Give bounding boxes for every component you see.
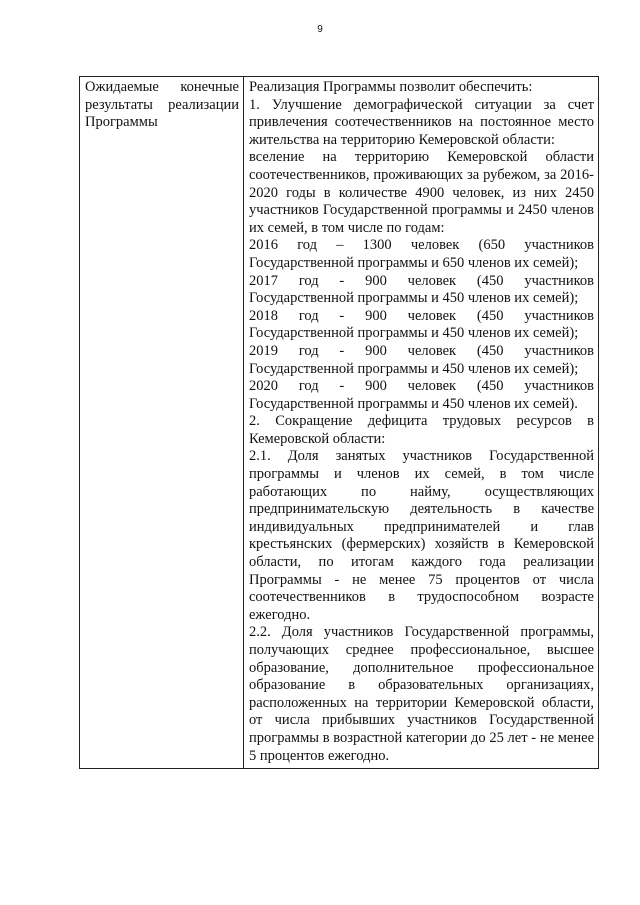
paragraph-education-share: 2.2. Доля участников Государственной программы, получающих среднее профессиональное, высшее образование, дополнительное профессиональное образование в образовательных организациях, расположенных на территории Кемеровской области, от числа прибывших участников Государственной программы в возрастной категории до 25 лет - не менее 5 процентов ежегодно. [249,624,594,764]
table-row [80,77,599,769]
paragraph-year-2020: 2020 год - 900 человек (450 участников Государственной программы и 450 членов их семей). [249,378,594,412]
results-table [79,76,599,769]
row-label-cell: Ожидаемые конечные результаты реализации Программы [80,77,244,769]
paragraph-year-2016: 2016 год – 1300 человек (650 участников Государственной программы и 650 членов их семей); [249,237,594,271]
paragraph-intro: Реализация Программы позволит обеспечить: [249,79,533,95]
paragraph-employment-share: 2.1. Доля занятых участников Государственной программы и членов их семей, в том числе работающих по найму, осуществляющих предпринимательскую деятельность в качестве индивидуальных предпринимателей и глав крестьянских (фермерских) хозяйств в Кемеровской области, по итогам каждого года реализации Программы - не менее 75 процентов от числа соотечественников в трудоспособном возрасте ежегодно. [249,448,594,623]
paragraph-demography: 1. Улучшение демографической ситуации за счет привлечения соотечественников на постоянное место жительства на территорию Кемеровской области: [249,96,594,148]
paragraph-year-2018: 2018 год - 900 человек (450 участников Государственной программы и 450 членов их семей); [249,307,594,342]
page-number: 9 [317,24,323,35]
paragraph-year-2019: 2019 год - 900 человек (450 участников Государственной программы и 450 членов их семей); [249,342,594,377]
paragraph-resettlement: вселение на территорию Кемеровской области соотечественников, проживающих за рубежом, за 2016-2020 годы в количестве 4900 человек, из них 2450 участников Государственной программы и 2450 членов их семей, в том числе по годам: [249,149,594,236]
paragraph-labor-deficit: 2. Сокращение дефицита трудовых ресурсов в Кемеровской области: [249,413,594,447]
paragraph-year-2017: 2017 год - 900 человек (450 участников Государственной программы и 450 членов их семей); [249,272,594,307]
row-content-cell [244,77,599,769]
